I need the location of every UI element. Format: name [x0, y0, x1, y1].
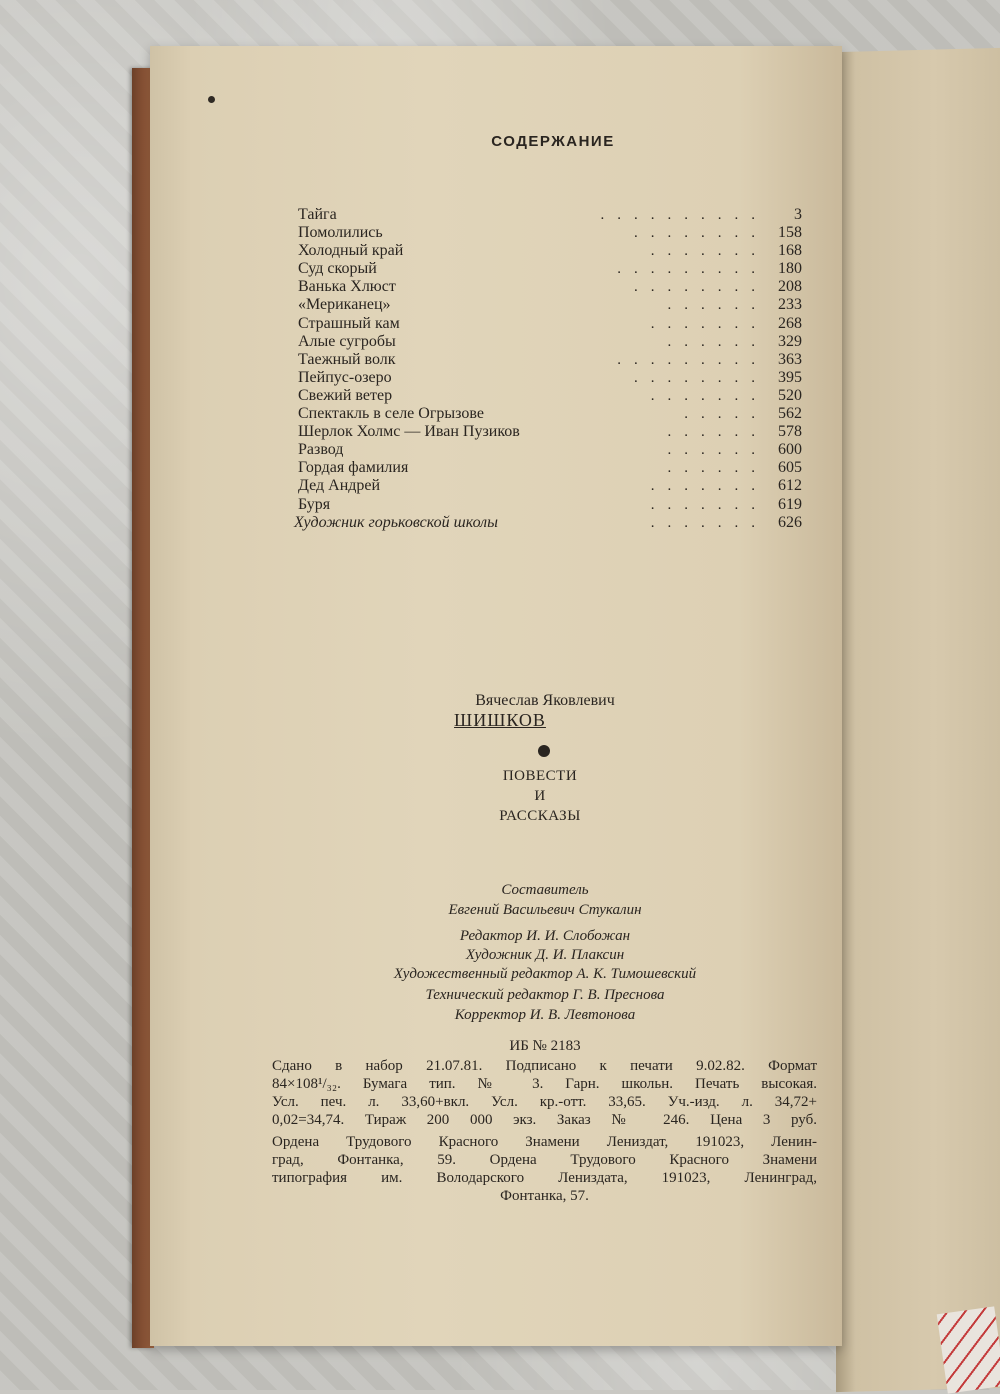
toc-entry-page: 3 — [794, 206, 802, 223]
toc-entry — [290, 315, 810, 333]
toc-leader-dots: ...... — [667, 442, 768, 459]
book-title-line-3: РАССКАЗЫ — [499, 808, 581, 824]
toc-entry-title: Свежий ветер — [298, 386, 393, 404]
toc-entry-title: Суд скорый — [298, 260, 377, 278]
toc-leader-dots: ..... — [684, 406, 768, 423]
toc-entry-page: 233 — [778, 296, 802, 314]
toc-entry — [290, 405, 810, 423]
toc-entry-page: 562 — [778, 405, 802, 423]
toc-entry-title: Спектакль в селе Огрызове — [298, 405, 484, 423]
toc-entry — [290, 423, 810, 441]
author-surname: ШИШКОВ — [454, 710, 546, 730]
toc-entry-page: 329 — [778, 332, 802, 350]
toc-entry-title: Шерлок Холмс — Иван Пузиков — [298, 423, 520, 441]
toc-entry — [290, 242, 810, 260]
editor-credit: Редактор И. И. Слобожан — [459, 928, 631, 944]
toc-entry-page: 520 — [778, 386, 802, 404]
toc-leader-dots: ...... — [667, 460, 768, 477]
toc-entry — [290, 459, 810, 477]
toc-entry — [290, 441, 810, 459]
separator-dot — [538, 745, 550, 757]
toc-leader-dots: ......... — [617, 261, 768, 278]
toc-entry-title: Ванька Хлюст — [298, 278, 396, 296]
bookmark-ribbon — [937, 1306, 1000, 1393]
toc-entry-page: 158 — [778, 224, 802, 242]
toc-leader-dots: ...... — [667, 333, 768, 350]
toc-entry — [290, 496, 810, 514]
book-title-line-2: И — [534, 788, 546, 804]
toc-entry — [290, 224, 810, 242]
proofreader-credit: Корректор И. В. Левтонова — [454, 1007, 636, 1023]
toc-entry — [290, 514, 810, 532]
toc-leader-dots: ....... — [650, 514, 768, 531]
toc-entry-title: «Мериканец» — [298, 296, 391, 314]
ink-dot — [208, 96, 215, 103]
toc-entry-page: 395 — [778, 368, 802, 386]
facing-page — [836, 48, 1000, 1392]
toc-entry-title: Таежный волк — [298, 350, 396, 368]
toc-entry — [290, 333, 810, 351]
toc-entry-title: Художник горьковской школы — [294, 513, 498, 531]
tech-editor-credit: Технический редактор Г. В. Преснова — [425, 987, 665, 1003]
toc-entry-page: 600 — [778, 441, 802, 459]
toc-leader-dots: ........ — [634, 225, 768, 242]
toc-leader-dots: ......... — [617, 351, 768, 368]
toc-entry — [290, 369, 810, 387]
publisher-line: Фонтанка, 57. — [500, 1188, 589, 1204]
publisher-line: Ордена Трудового Красного Знамени Лениздат, 191023, Ленин- — [272, 1134, 817, 1150]
toc-entry-title: Развод — [298, 441, 344, 459]
table-of-contents — [290, 206, 810, 532]
toc-entry-page: 363 — [778, 350, 802, 368]
toc-leader-dots: ...... — [667, 424, 768, 441]
publisher-line: град, Фонтанка, 59. Ордена Трудового Красного Знамени — [272, 1152, 817, 1168]
toc-entry — [290, 260, 810, 278]
ib-number: ИБ № 2183 — [509, 1038, 581, 1054]
toc-entry-title: Гордая фамилия — [298, 459, 409, 477]
toc-entry-title: Пейпус-озеро — [298, 368, 392, 386]
toc-entry — [290, 296, 810, 314]
toc-leader-dots: ....... — [650, 478, 768, 495]
compiler-name: Евгений Васильевич Стукалин — [448, 902, 642, 918]
print-details-line: 84×108¹/₃₂. Бумага тип. № 3. Гарн. школьн. Печать высокая. — [272, 1076, 817, 1092]
toc-entry-page: 268 — [778, 314, 802, 332]
toc-entry — [290, 206, 810, 224]
toc-entry — [290, 351, 810, 369]
toc-leader-dots: ...... — [667, 297, 768, 314]
toc-entry-page: 626 — [778, 513, 802, 531]
toc-entry-title: Помолились — [298, 224, 383, 242]
toc-entry-page: 612 — [778, 477, 802, 495]
art-editor-credit: Художественный редактор А. К. Тимошевский — [393, 966, 697, 982]
toc-entry-page: 619 — [778, 495, 802, 513]
toc-entry-page: 180 — [778, 260, 802, 278]
toc-leader-dots: ....... — [650, 496, 768, 513]
print-details-line: Усл. печ. л. 33,60+вкл. Усл. кр.-отт. 33,65. Уч.-изд. л. 34,72+ — [272, 1094, 817, 1110]
print-details-line: 0,02=34,74. Тираж 200 000 экз. Заказ № 246. Цена 3 руб. — [272, 1112, 817, 1128]
toc-entry-page: 578 — [778, 423, 802, 441]
toc-entry-page: 208 — [778, 278, 802, 296]
toc-entry — [290, 278, 810, 296]
toc-entry-title: Страшный кам — [298, 314, 400, 332]
toc-entry-title: Буря — [298, 495, 331, 513]
toc-leader-dots: ....... — [650, 387, 768, 404]
toc-entry-page: 605 — [778, 459, 802, 477]
compiler-label: Составитель — [501, 882, 589, 898]
toc-entry-title: Холодный край — [298, 242, 404, 260]
author-name: Вячеслав Яковлевич — [475, 692, 615, 709]
publisher-line: типография им. Володарского Лениздата, 191023, Ленинград, — [272, 1170, 817, 1186]
toc-entry-title: Алые сугробы — [298, 332, 396, 350]
toc-entry-title: Тайга — [298, 206, 337, 223]
toc-entry-title: Дед Андрей — [298, 477, 381, 495]
toc-leader-dots: ....... — [650, 243, 768, 260]
toc-leader-dots: ....... — [650, 315, 768, 332]
artist-credit: Художник Д. И. Плаксин — [465, 947, 625, 963]
print-details-line: Сдано в набор 21.07.81. Подписано к печати 9.02.82. Формат — [272, 1058, 817, 1074]
toc-entry — [290, 387, 810, 405]
toc-leader-dots: ........ — [634, 279, 768, 296]
toc-leader-dots: ........ — [634, 369, 768, 386]
toc-leader-dots: .......... — [600, 207, 768, 223]
book-title-line-1: ПОВЕСТИ — [502, 768, 578, 784]
toc-heading: СОДЕРЖАНИЕ — [491, 133, 615, 150]
toc-entry-page: 168 — [778, 242, 802, 260]
toc-entry — [290, 477, 810, 495]
